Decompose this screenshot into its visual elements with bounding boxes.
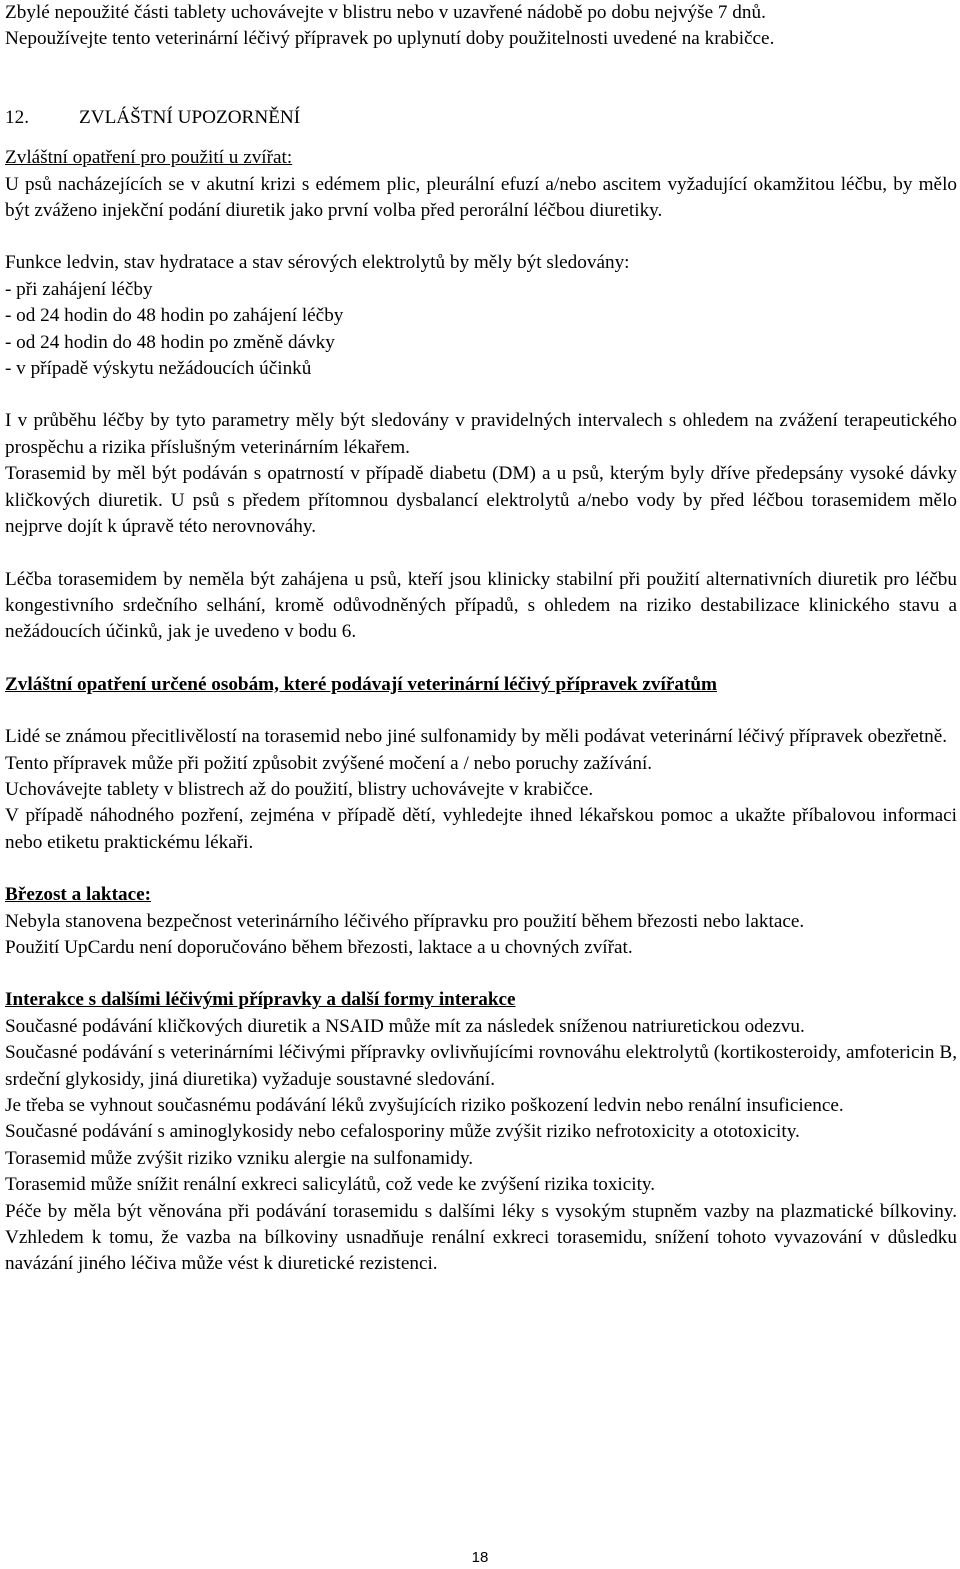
- monitor-intro: Funkce ledvin, stav hydratace a stav sérových elektrolytů by měly být sledovány:: [5, 252, 630, 274]
- section-number: 12.: [5, 106, 29, 128]
- persons-paragraph-4: V případě náhodného pozření, zejména v případě dětí, vyhledejte ihned lékařskou pomoc a ukažte příbalovou informaci nebo etiketu praktickému lékaři.: [5, 805, 957, 853]
- persons-paragraph-3: Uchovávejte tablety v blistrech až do použití, blistry uchovávejte v krabičce.: [5, 778, 594, 800]
- intro-line-1: Zbylé nepoužité části tablety uchovávejte v blistru nebo v uzavřené nádobě po dobu nejvýše 7 dnů.: [5, 2, 766, 23]
- section-heading: [5, 105, 957, 131]
- interactions-paragraph-3: Je třeba se vyhnout současnému podávání léků zvyšujících riziko poškození ledvin nebo renální insuficience.: [5, 1095, 844, 1116]
- animals-paragraph-2: I v průběhu léčby by tyto parametry měly být sledovány v pravidelných intervalech s ohledem na zvážení terapeutického prospěchu a rizika příslušným veterinárním lékařem.: [5, 410, 957, 458]
- interactions-paragraph-6: Torasemid může snížit renální exkreci salicylátů, což vede ke zvýšení rizika toxicity.: [5, 1174, 656, 1196]
- animals-paragraph-4: Léčba torasemidem by neměla být zahájena u psů, kteří jsou klinicky stabilní při použití alternativních diuretik pro léčbu kongestivního srdečního selhání, kromě odůvodněných případů, s ohledem na riziko destabilizace klinického stavu a nežádoucích účinků, jak je uvedeno v bodu 6.: [5, 568, 957, 643]
- animals-paragraph-1: U psů nacházejících se v akutní krizi s edémem plic, pleurální efuzí a/nebo ascitem vyžadující okamžitou léčbu, by mělo být zváženo injekční podání diuretik jako první volba před perorální léčbou diuretiky.: [5, 173, 957, 222]
- document-page: [5, 0, 957, 1278]
- animals-paragraph-3: Torasemid by měl být podáván s opatrností v případě diabetu (DM) a u psů, kterým byly dříve předepsány vysoké dávky kličkových diuretik. U psů s předem přítomnou dysbalancí elektrolytů a/nebo vody by před léčbou torasemidem mělo nejprve dojít k úpravě této nerovnováhy.: [5, 463, 957, 538]
- interactions-paragraph-1: Současné podávání kličkových diuretik a NSAID může mít za následek sníženou natriuretickou odezvu.: [5, 1015, 805, 1037]
- intro-line-2: Nepoužívejte tento veterinární léčivý přípravek po uplynutí doby použitelnosti uvedené na krabičce.: [5, 28, 775, 50]
- page-number: 18: [471, 1549, 489, 1566]
- monitor-item: - od 24 hodin do 48 hodin po zahájení léčby: [5, 305, 344, 327]
- interactions-paragraph-2: Současné podávání s veterinárními léčivými přípravky ovlivňujícími rovnováhu elektrolytů (kortikosteroidy, amfotericin B, srdeční glykosidy, jiná diuretika) vyžaduje soustavné sledování.: [5, 1042, 957, 1090]
- interactions-paragraph-7: Péče by měla být věnována při podávání torasemidu s dalšími léky s vysokým stupněm vazby na plazmatické bílkoviny. Vzhledem k tomu, že vazba na bílkoviny usnadňuje renální exkreci torasemidu, snížení tohoto vyvazování v důsledku navázání jiného léčiva může vést k diuretické rezistenci.: [5, 1200, 957, 1275]
- monitor-item: - od 24 hodin do 48 hodin po změně dávky: [5, 331, 335, 353]
- pregnancy-heading: Březost a laktace:: [5, 884, 151, 906]
- monitor-item: - v případě výskytu nežádoucích účinků: [5, 358, 312, 380]
- pregnancy-paragraph-2: Použití UpCardu není doporučováno během březosti, laktace a u chovných zvířat.: [5, 936, 633, 958]
- persons-paragraph-1: Lidé se známou přecitlivělostí na torasemid nebo jiné sulfonamidy by měli podávat veterinární léčivý přípravek obezřetně.: [5, 726, 948, 748]
- interactions-heading: Interakce s dalšími léčivými přípravky a další formy interakce: [5, 989, 516, 1011]
- monitor-item: - při zahájení léčby: [5, 278, 153, 300]
- persons-paragraph-2: Tento přípravek může při požití způsobit zvýšené močení a / nebo poruchy zažívání.: [5, 752, 653, 774]
- animals-heading: Zvláštní opatření pro použití u zvířat:: [5, 147, 293, 169]
- interactions-paragraph-5: Torasemid může zvýšit riziko vzniku alergie na sulfonamidy.: [5, 1147, 474, 1169]
- persons-heading: Zvláštní opatření určené osobám, které podávají veterinární léčivý přípravek zvířatům: [5, 673, 717, 695]
- interactions-paragraph-4: Současné podávání s aminoglykosidy nebo cefalosporiny může zvýšit riziko nefrotoxicity a ototoxicity.: [5, 1121, 800, 1143]
- pregnancy-paragraph-1: Nebyla stanovena bezpečnost veterinárního léčivého přípravku pro použití během březosti nebo laktace.: [5, 910, 805, 932]
- section-title: ZVLÁŠTNÍ UPOZORNĚNÍ: [79, 106, 301, 128]
